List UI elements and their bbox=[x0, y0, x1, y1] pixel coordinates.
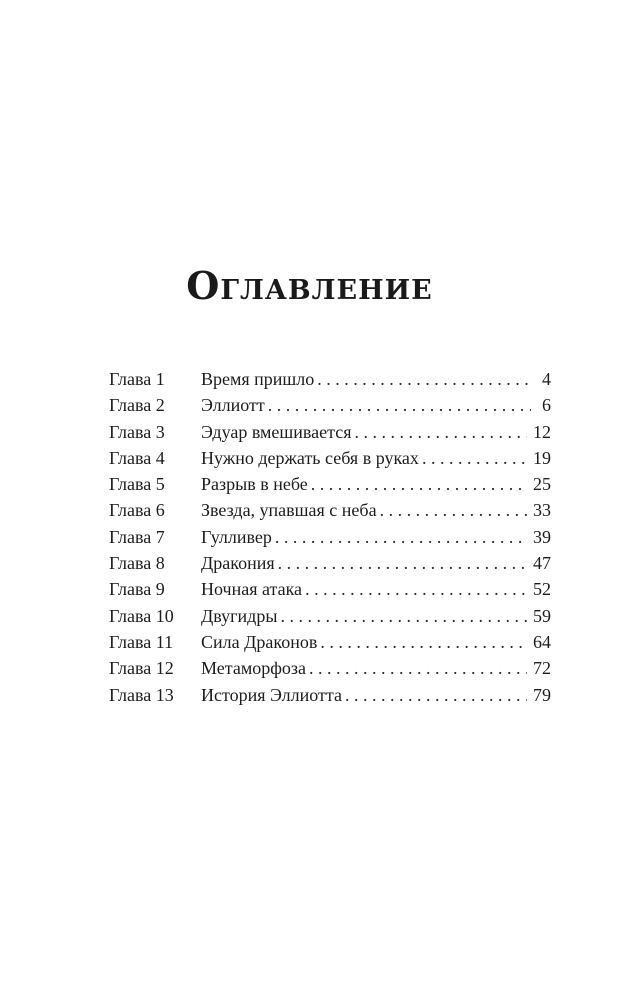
chapter-number: Глава 1 bbox=[109, 369, 165, 389]
dot-leader bbox=[278, 550, 527, 576]
chapter-number: Глава 12 bbox=[109, 658, 174, 679]
chapter-number: Глава 11 bbox=[109, 631, 174, 652]
chapter-title: Сила Драконов bbox=[201, 631, 318, 652]
page-number: 12 bbox=[533, 421, 551, 442]
toc-entry bbox=[109, 419, 551, 445]
chapter-title: Дракония bbox=[201, 553, 275, 574]
chapter-number: Глава 8 bbox=[109, 553, 165, 574]
page-number: 19 bbox=[533, 447, 551, 468]
table-of-contents bbox=[109, 366, 551, 708]
toc-entry bbox=[109, 524, 551, 550]
chapter-title: Метаморфоза bbox=[201, 658, 306, 679]
dot-leader bbox=[380, 497, 527, 523]
chapter-title: Гулливер bbox=[201, 526, 272, 547]
toc-entry bbox=[109, 655, 551, 681]
dot-leader bbox=[268, 392, 531, 418]
dot-leader bbox=[280, 603, 527, 629]
page-number: 4 bbox=[542, 369, 551, 389]
toc-entry bbox=[109, 576, 551, 602]
page-number: 6 bbox=[542, 395, 551, 416]
dot-leader bbox=[309, 655, 527, 681]
toc-entry bbox=[109, 445, 551, 471]
chapter-number: Глава 13 bbox=[109, 684, 174, 705]
chapter-title: Время пришло bbox=[201, 369, 315, 389]
chapter-number: Глава 2 bbox=[109, 395, 165, 416]
page-number: 33 bbox=[533, 500, 551, 521]
page-title: Оглавление bbox=[186, 263, 433, 308]
chapter-title: Разрыв в небе bbox=[201, 474, 308, 495]
dot-leader bbox=[422, 445, 527, 471]
dot-leader bbox=[317, 366, 531, 392]
page-number: 52 bbox=[533, 579, 551, 600]
page-number: 25 bbox=[533, 474, 551, 495]
toc-entry bbox=[109, 603, 551, 629]
chapter-number: Глава 6 bbox=[109, 500, 165, 521]
chapter-number: Глава 7 bbox=[109, 526, 165, 547]
page-number: 59 bbox=[533, 605, 551, 626]
chapter-title: Звезда, упавшая с неба bbox=[201, 500, 377, 521]
toc-entry bbox=[109, 471, 551, 497]
page-number: 39 bbox=[533, 526, 551, 547]
chapter-number: Глава 10 bbox=[109, 605, 174, 626]
chapter-title: История Эллиотта bbox=[201, 684, 342, 705]
toc-entry bbox=[109, 392, 551, 418]
chapter-number: Глава 9 bbox=[109, 579, 165, 600]
chapter-title: Эдуар вмешивается bbox=[201, 421, 352, 442]
chapter-number: Глава 4 bbox=[109, 447, 165, 468]
dot-leader bbox=[311, 471, 527, 497]
toc-entry bbox=[109, 550, 551, 576]
toc-entry bbox=[109, 366, 551, 392]
chapter-number: Глава 3 bbox=[109, 421, 165, 442]
toc-entry bbox=[109, 497, 551, 523]
page-number: 72 bbox=[533, 658, 551, 679]
chapter-title: Эллиотт bbox=[201, 395, 265, 416]
toc-entry bbox=[109, 629, 551, 655]
chapter-title: Ночная атака bbox=[201, 579, 303, 600]
dot-leader bbox=[345, 682, 527, 708]
chapter-title: Двугидры bbox=[201, 605, 278, 626]
dot-leader bbox=[305, 576, 527, 602]
dot-leader bbox=[355, 419, 527, 445]
chapter-number: Глава 5 bbox=[109, 474, 165, 495]
chapter-title: Нужно держать себя в руках bbox=[201, 447, 419, 468]
dot-leader bbox=[275, 524, 527, 550]
page-number: 79 bbox=[533, 684, 551, 705]
page-number: 47 bbox=[533, 553, 551, 574]
page-number: 64 bbox=[533, 631, 551, 652]
toc-entry bbox=[109, 682, 551, 708]
dot-leader bbox=[320, 629, 527, 655]
